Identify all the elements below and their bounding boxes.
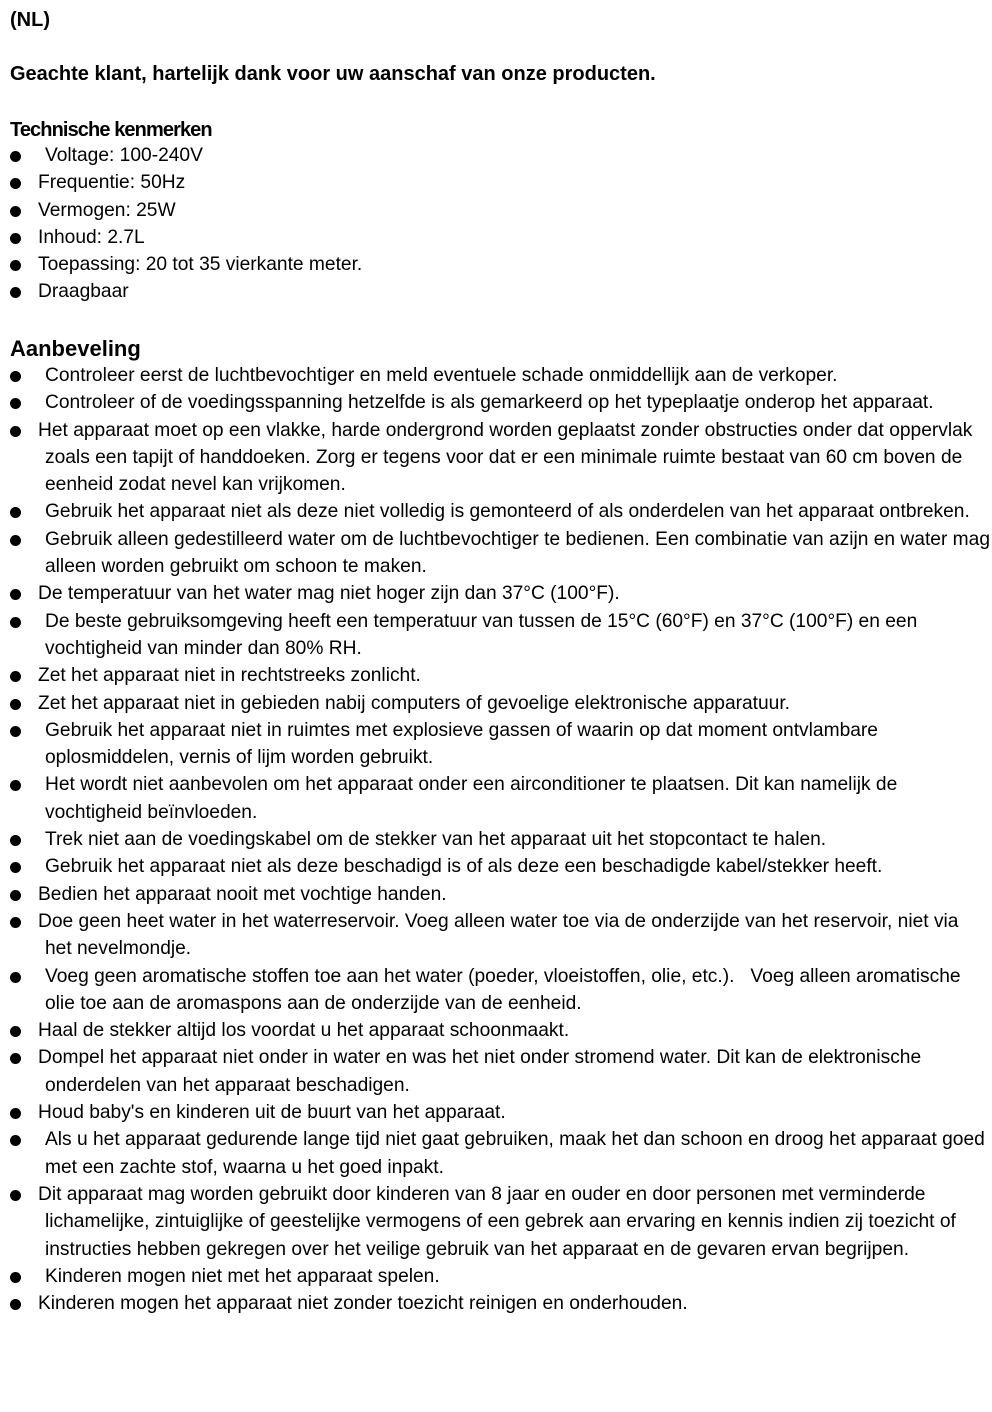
list-item (10, 717, 990, 772)
technical-section-title: Technische kenmerken (10, 119, 212, 141)
recommendation-section-title: Aanbeveling (10, 336, 141, 361)
list-item (10, 1099, 990, 1126)
list-item-text: Draagbaar (38, 281, 129, 303)
bullet-icon (10, 726, 21, 737)
list-item-text: Zet het apparaat niet in gebieden nabij computers of gevoelige elektronische apparatuur. (38, 692, 791, 714)
list-item (10, 389, 990, 416)
list-item-text: Houd baby's en kinderen uit de buurt van het apparaat. (38, 1102, 506, 1124)
list-item (10, 771, 990, 826)
list-item-text: Gebruik alleen gedestilleerd water om de luchtbevochtiger te bedienen. Een combinatie van azijn en water mag alleen worden gebruikt om schoon te maken. (45, 528, 991, 578)
list-item-text: Als u het apparaat gedurende lange tijd niet gaat gebruiken, maak het dan schoon en droog het apparaat goed met een zachte stof, waarna u het goed inpakt. (45, 1129, 985, 1178)
list-item-text: Kinderen mogen het apparaat niet zonder toezicht reinigen en onderhouden. (38, 1293, 688, 1315)
recommendation-list (10, 362, 990, 1317)
list-item (10, 417, 990, 499)
list-item (10, 142, 362, 169)
list-item-text: Gebruik het apparaat niet in ruimtes met explosieve gassen of waarin op dat moment ontvlambare oplosmiddelen, vernis of lijm worden gebruikt. (45, 719, 878, 769)
list-item-text: De temperatuur van het water mag niet hoger zijn dan 37°C (100°F). (38, 583, 620, 605)
bullet-icon (10, 233, 21, 244)
bullet-icon (10, 972, 21, 983)
list-item (10, 251, 362, 278)
bullet-icon (10, 151, 21, 162)
list-item-text: Het apparaat moet op een vlakke, harde ondergrond worden geplaatst zonder obstructies onder dat oppervlak zoals een tapijt of handdoeken. Zorg er tegens voor dat er een minimale ruimte bestaat van 60 cm boven de eenheid zodat nevel kan vrijkomen. (38, 419, 973, 496)
list-item (10, 1181, 990, 1263)
list-item-text: Bedien het apparaat nooit met vochtige handen. (38, 883, 447, 905)
list-item-text: Controleer eerst de luchtbevochtiger en meld eventuele schade onmiddellijk aan de verkoper. (45, 365, 838, 386)
list-item-text: Kinderen mogen niet met het apparaat spelen. (45, 1265, 440, 1287)
list-item-text: Controleer of de voedingsspanning hetzelfde is als gemarkeerd op het typeplaatje onderop het apparaat. (45, 392, 934, 414)
bullet-icon (10, 835, 21, 846)
bullet-icon (10, 617, 21, 628)
list-item (10, 580, 990, 607)
bullet-icon (10, 890, 21, 901)
technical-list (10, 142, 362, 306)
list-item (10, 1017, 990, 1044)
list-item (10, 963, 990, 1018)
list-item (10, 881, 990, 908)
list-item (10, 224, 362, 251)
list-item (10, 362, 990, 389)
bullet-icon (10, 206, 21, 217)
list-item (10, 662, 990, 689)
bullet-icon (10, 371, 21, 382)
list-item (10, 908, 990, 963)
list-item-text: Toepassing: 20 tot 35 vierkante meter. (38, 254, 363, 276)
list-item-text: Doe geen heet water in het waterreservoir. Voeg alleen water toe via de onderzijde van het reservoir, niet via het nevelmondje. (38, 910, 959, 960)
list-item (10, 498, 990, 525)
bullet-icon (10, 535, 21, 546)
bullet-icon (10, 1108, 21, 1119)
bullet-icon (10, 426, 21, 437)
list-item-text: Dompel het apparaat niet onder in water en was het niet onder stromend water. Dit kan de elektronische onderdelen van het apparaat beschadigen. (38, 1047, 922, 1096)
list-item (10, 608, 990, 663)
list-item-text: Frequentie: 50Hz (38, 172, 186, 194)
bullet-icon (10, 1272, 21, 1283)
bullet-icon (10, 917, 21, 928)
list-item-text: Haal de stekker altijd los voordat u het apparaat schoonmaakt. (38, 1020, 570, 1042)
list-item (10, 278, 362, 305)
list-item-text: Dit apparaat mag worden gebruikt door kinderen van 8 jaar en ouder en door personen met verminderde lichamelijke, zintuiglijke of geestelijke vermogens of een gebrek aan ervaring en kennis indien zij toezicht of instructies hebben gekregen over het veilige gebruik van het apparaat en de gevaren ervan begrijpen. (38, 1183, 956, 1260)
list-item-text: Gebruik het apparaat niet als deze niet volledig is gemonteerd of als onderdelen van het apparaat ontbreken. (45, 501, 970, 523)
greeting-heading: Geachte klant, hartelijk dank voor uw aanschaf van onze producten. (10, 63, 656, 85)
list-item (10, 197, 362, 224)
list-item-text: Trek niet aan de voedingskabel om de stekker van het apparaat uit het stopcontact te halen. (45, 829, 827, 851)
list-item (10, 690, 990, 717)
list-item-text: De beste gebruiksomgeving heeft een temperatuur van tussen de 15°C (60°F) en 37°C (100°F) en een vochtigheid van minder dan 80% RH. (45, 610, 918, 659)
list-item (10, 526, 990, 581)
list-item-text: Voeg geen aromatische stoffen toe aan het water (poeder, vloeistoffen, olie, etc.). Voeg alleen aromatische olie toe aan de aromaspons aan de onderzijde van de eenheid. (45, 965, 966, 1014)
list-item (10, 1290, 990, 1317)
list-item-text: Vermogen: 25W (38, 199, 176, 221)
list-item (10, 1044, 990, 1099)
bullet-icon (10, 699, 21, 710)
bullet-icon (10, 1190, 21, 1201)
list-item (10, 826, 990, 853)
list-item-text: Gebruik het apparaat niet als deze beschadigd is of als deze een beschadigde kabel/stekker heeft. (45, 856, 883, 878)
list-item-text: Inhoud: 2.7L (38, 226, 145, 248)
list-item (10, 1126, 990, 1181)
list-item (10, 853, 990, 880)
language-label: (NL) (10, 9, 50, 31)
list-item-text: Voltage: 100-240V (45, 145, 203, 166)
list-item-text: Zet het apparaat niet in rechtstreeks zonlicht. (38, 665, 421, 687)
list-item-text: Het wordt niet aanbevolen om het apparaat onder een airconditioner te plaatsen. Dit kan namelijk de vochtigheid beïnvloeden. (45, 774, 898, 823)
list-item (10, 169, 362, 196)
list-item (10, 1263, 990, 1290)
